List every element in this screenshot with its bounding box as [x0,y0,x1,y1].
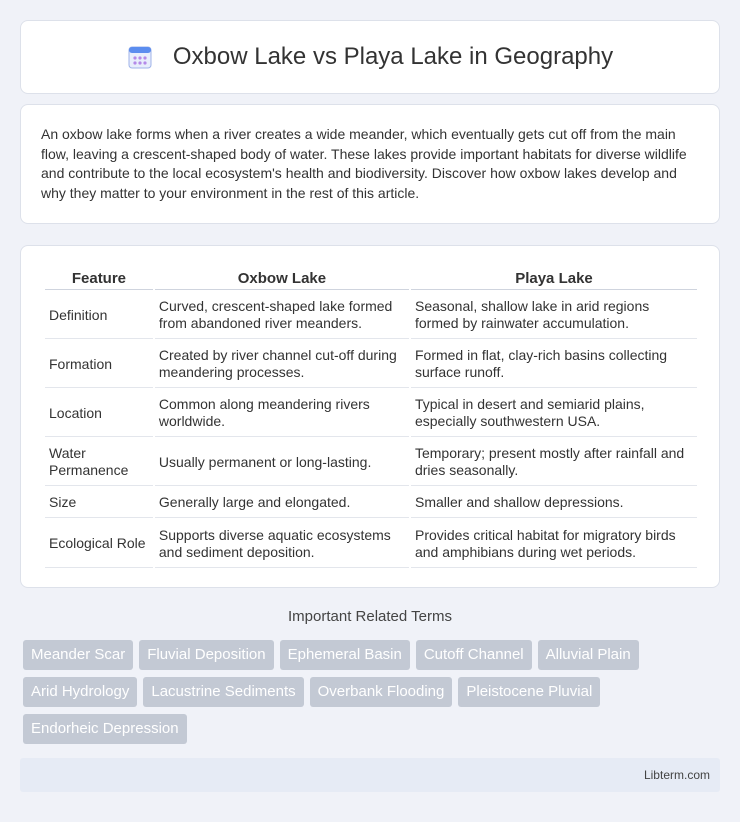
column-header-feature: Feature [45,268,153,290]
related-terms-tags [23,640,723,751]
oxbow-cell: Created by river channel cut-off during meandering processes. [155,341,409,388]
feature-cell: Definition [45,292,153,339]
table-row [45,520,697,568]
footer [20,758,720,792]
table-row [45,390,697,437]
oxbow-cell: Usually permanent or long-lasting. [155,439,409,486]
intro-text: An oxbow lake forms when a river creates a wide meander, which eventually gets cut off from the main flow, leaving a crescent-shaped body of water. These lakes provide important habitats for diverse wildlife and contribute to the local ecosystem's health and biodiversity. Discover how oxbow lakes develop and why they matter to your environment in the rest of this article. [41,126,687,201]
feature-cell: Formation [45,341,153,388]
playa-cell: Smaller and shallow depressions. [411,488,697,518]
comparison-table [43,266,699,570]
tag-pleistocene-pluvial[interactable]: Pleistocene Pluvial [458,677,600,707]
tag-fluvial-deposition[interactable]: Fluvial Deposition [139,640,273,670]
column-header-oxbow: Oxbow Lake [155,268,409,290]
column-header-playa: Playa Lake [411,268,697,290]
tag-arid-hydrology[interactable]: Arid Hydrology [23,677,137,707]
header-card [20,20,720,94]
related-terms-title: Important Related Terms [288,608,452,625]
feature-cell: Ecological Role [45,520,153,568]
table-header-row [45,268,697,290]
tag-endorheic-depression[interactable]: Endorheic Depression [23,714,187,744]
table-row [45,488,697,518]
playa-cell: Typical in desert and semiarid plains, especially southwestern USA. [411,390,697,437]
tag-meander-scar[interactable]: Meander Scar [23,640,133,670]
table-row [45,341,697,388]
oxbow-cell: Supports diverse aquatic ecosystems and sediment deposition. [155,520,409,568]
tag-overbank-flooding[interactable]: Overbank Flooding [310,677,453,707]
tag-lacustrine-sediments[interactable]: Lacustrine Sediments [143,677,303,707]
table-row [45,292,697,339]
tag-alluvial-plain[interactable]: Alluvial Plain [538,640,639,670]
calendar-icon [127,44,153,70]
oxbow-cell: Curved, crescent-shaped lake formed from abandoned river meanders. [155,292,409,339]
footer-link[interactable]: Libterm.com [643,768,710,782]
playa-cell: Seasonal, shallow lake in arid regions formed by rainwater accumulation. [411,292,697,339]
tag-ephemeral-basin[interactable]: Ephemeral Basin [280,640,410,670]
table-row [45,439,697,486]
playa-cell: Formed in flat, clay-rich basins collecting surface runoff. [411,341,697,388]
feature-cell: Location [45,390,153,437]
intro-card [20,104,720,224]
playa-cell: Temporary; present mostly after rainfall and dries seasonally. [411,439,697,486]
tag-cutoff-channel[interactable]: Cutoff Channel [416,640,532,670]
feature-cell: Size [45,488,153,518]
feature-cell: Water Permanence [45,439,153,486]
page-title: Oxbow Lake vs Playa Lake in Geography [172,43,614,70]
playa-cell: Provides critical habitat for migratory birds and amphibians during wet periods. [411,520,697,568]
oxbow-cell: Generally large and elongated. [155,488,409,518]
oxbow-cell: Common along meandering rivers worldwide. [155,390,409,437]
comparison-table-card [20,245,720,588]
